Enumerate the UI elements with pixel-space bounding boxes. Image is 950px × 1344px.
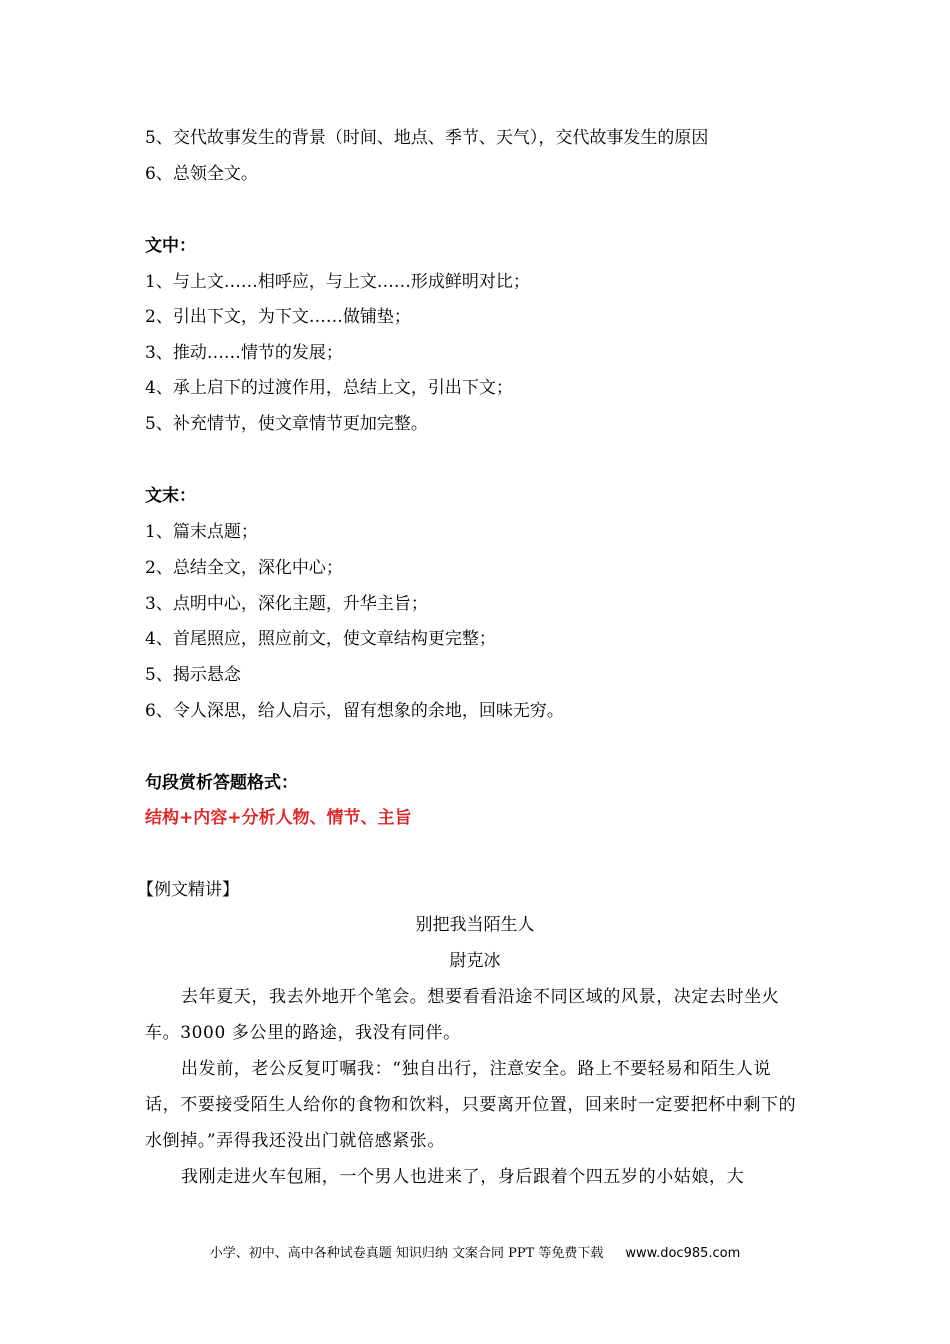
article-paragraph: 我刚走进火车包厢，一个男人也进来了，身后跟着个四五岁的小姑娘，大: [181, 1167, 745, 1187]
article-paragraph: 出发前，老公反复叮嘱我：“独自出行，注意安全。路上不要轻易和陌生人说话，不要接受陌生人给你的食物和饮料，只要离开位置，回来时一定要把杯中剩下的水倒掉。”弄得我还没出门就倍感紧张。: [145, 1059, 797, 1151]
intro-item-5: 5、交代故事发生的背景（时间、地点、季节、天气），交代故事发生的原因: [145, 128, 709, 148]
footer-site-link[interactable]: www.doc985.com: [625, 1246, 741, 1261]
ending-item-1: 1、篇末点题；: [145, 522, 258, 542]
ending-item-3: 3、点明中心，深化主题，升华主旨；: [145, 594, 428, 614]
intro-item-6: 6、总领全文。: [145, 164, 258, 184]
page-footer: [0, 1244, 950, 1264]
middle-item-2: 2、引出下文，为下文……做铺垫；: [145, 307, 411, 327]
footer-text: 小学、初中、高中各种试卷真题 知识归纳 文案合同 PPT 等免费下载: [209, 1246, 604, 1261]
ending-item-2: 2、总结全文，深化中心；: [145, 558, 343, 578]
ending-item-6: 6、令人深思，给人启示，留有想象的余地，回味无穷。: [145, 701, 564, 721]
middle-item-1: 1、与上文……相呼应，与上文……形成鲜明对比；: [145, 272, 530, 292]
section-heading-ending: 文末：: [145, 486, 196, 506]
example-label: 【例文精讲】: [137, 880, 239, 900]
middle-item-4: 4、承上启下的过渡作用，总结上文，引出下文；: [145, 378, 513, 398]
ending-item-5: 5、揭示悬念: [145, 665, 241, 685]
article-title: 别把我当陌生人: [415, 915, 535, 935]
article-paragraph: 去年夏天，我去外地开个笔会。想要看看沿途不同区域的风景，决定去时坐火车。3000 多公里的路途，我没有同伴。: [145, 987, 780, 1043]
article-author: 尉克冰: [449, 951, 501, 971]
middle-item-5: 5、补充情节，使文章情节更加完整。: [145, 414, 428, 434]
middle-item-3: 3、推动……情节的发展；: [145, 343, 343, 363]
format-formula: 结构+内容+分析人物、情节、主旨: [145, 808, 412, 828]
format-heading: 句段赏析答题格式：: [145, 773, 298, 793]
section-heading-middle: 文中：: [145, 236, 196, 256]
ending-item-4: 4、首尾照应，照应前文，使文章结构更完整；: [145, 629, 496, 649]
